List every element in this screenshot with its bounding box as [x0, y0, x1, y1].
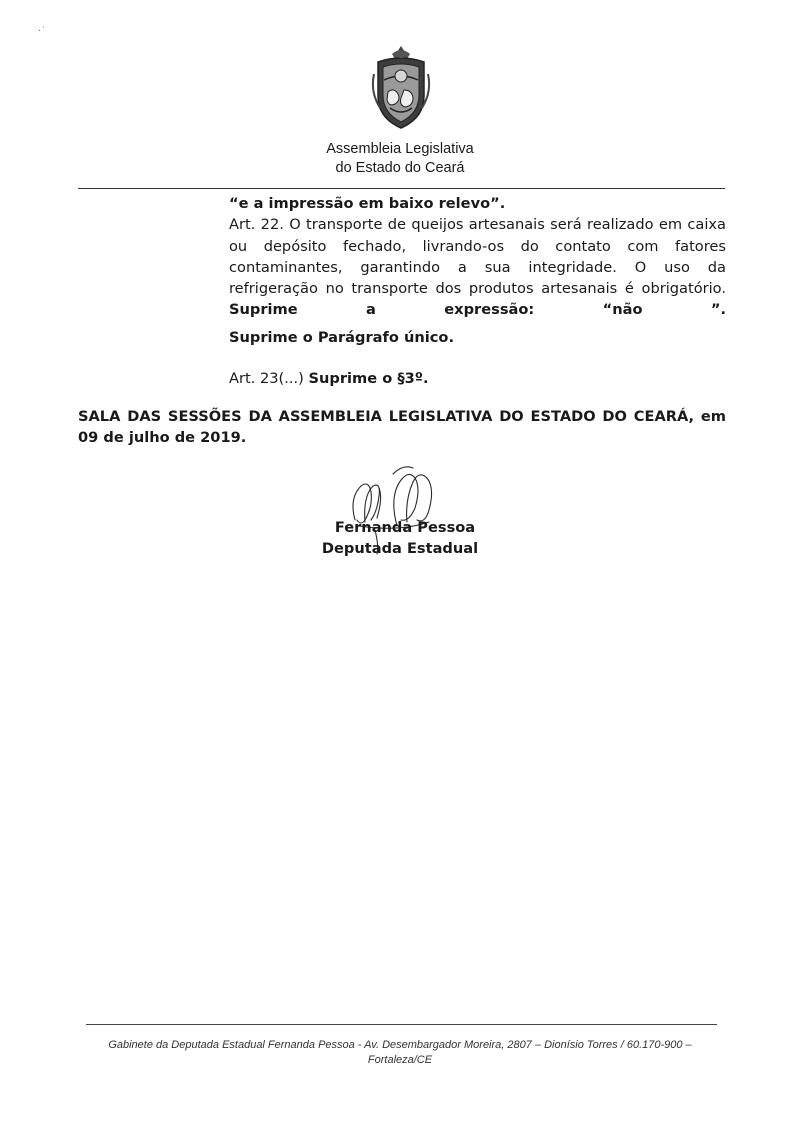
session-closing-date: 09 de julho de 2019. [78, 429, 247, 447]
art23-line [229, 368, 726, 389]
signer-role: Deputada Estadual [321, 540, 479, 557]
quote-line: “e a impressão em baixo relevo”. [229, 195, 506, 212]
signer-name: Fernanda Pessoa [334, 519, 476, 536]
institution-state: do Estado do Ceará [335, 160, 465, 176]
header-divider [78, 188, 725, 189]
art23-instruction: Suprime o §3º. [308, 370, 429, 387]
art23-prefix: Art. 23(...) [229, 370, 304, 387]
scan-speck: ·˙ [38, 26, 47, 37]
footer-address: Gabinete da Deputada Estadual Fernanda Pessoa - Av. Desembargador Moreira, 2807 – Dionísio Torres / 60.170-900 – [108, 1039, 692, 1051]
state-coat-of-arms-icon [370, 44, 432, 132]
session-closing [78, 406, 726, 449]
paragraph-instruction: Suprime o Parágrafo único. [229, 329, 454, 346]
institution-name: Assembleia Legislativa [326, 141, 474, 157]
art22-paragraph [229, 214, 726, 320]
amendment-block [229, 193, 726, 321]
footer-divider [86, 1024, 717, 1025]
footer-city: Fortaleza/CE [367, 1054, 433, 1066]
art22-text: Art. 22. O transporte de queijos artesanais será realizado em caixa ou depósito fechado, livrando-os do contato com fatores contaminantes, garantindo a sua integridade. O uso da refrigeração no transporte dos produtos artesanais é obrigatório. [229, 216, 726, 298]
session-closing-line1: SALA DAS SESSÕES DA ASSEMBLEIA LEGISLATIVA DO ESTADO DO CEARÁ, em [78, 408, 726, 425]
art22-instruction: Suprime a expressão: “não ”. [229, 301, 726, 319]
